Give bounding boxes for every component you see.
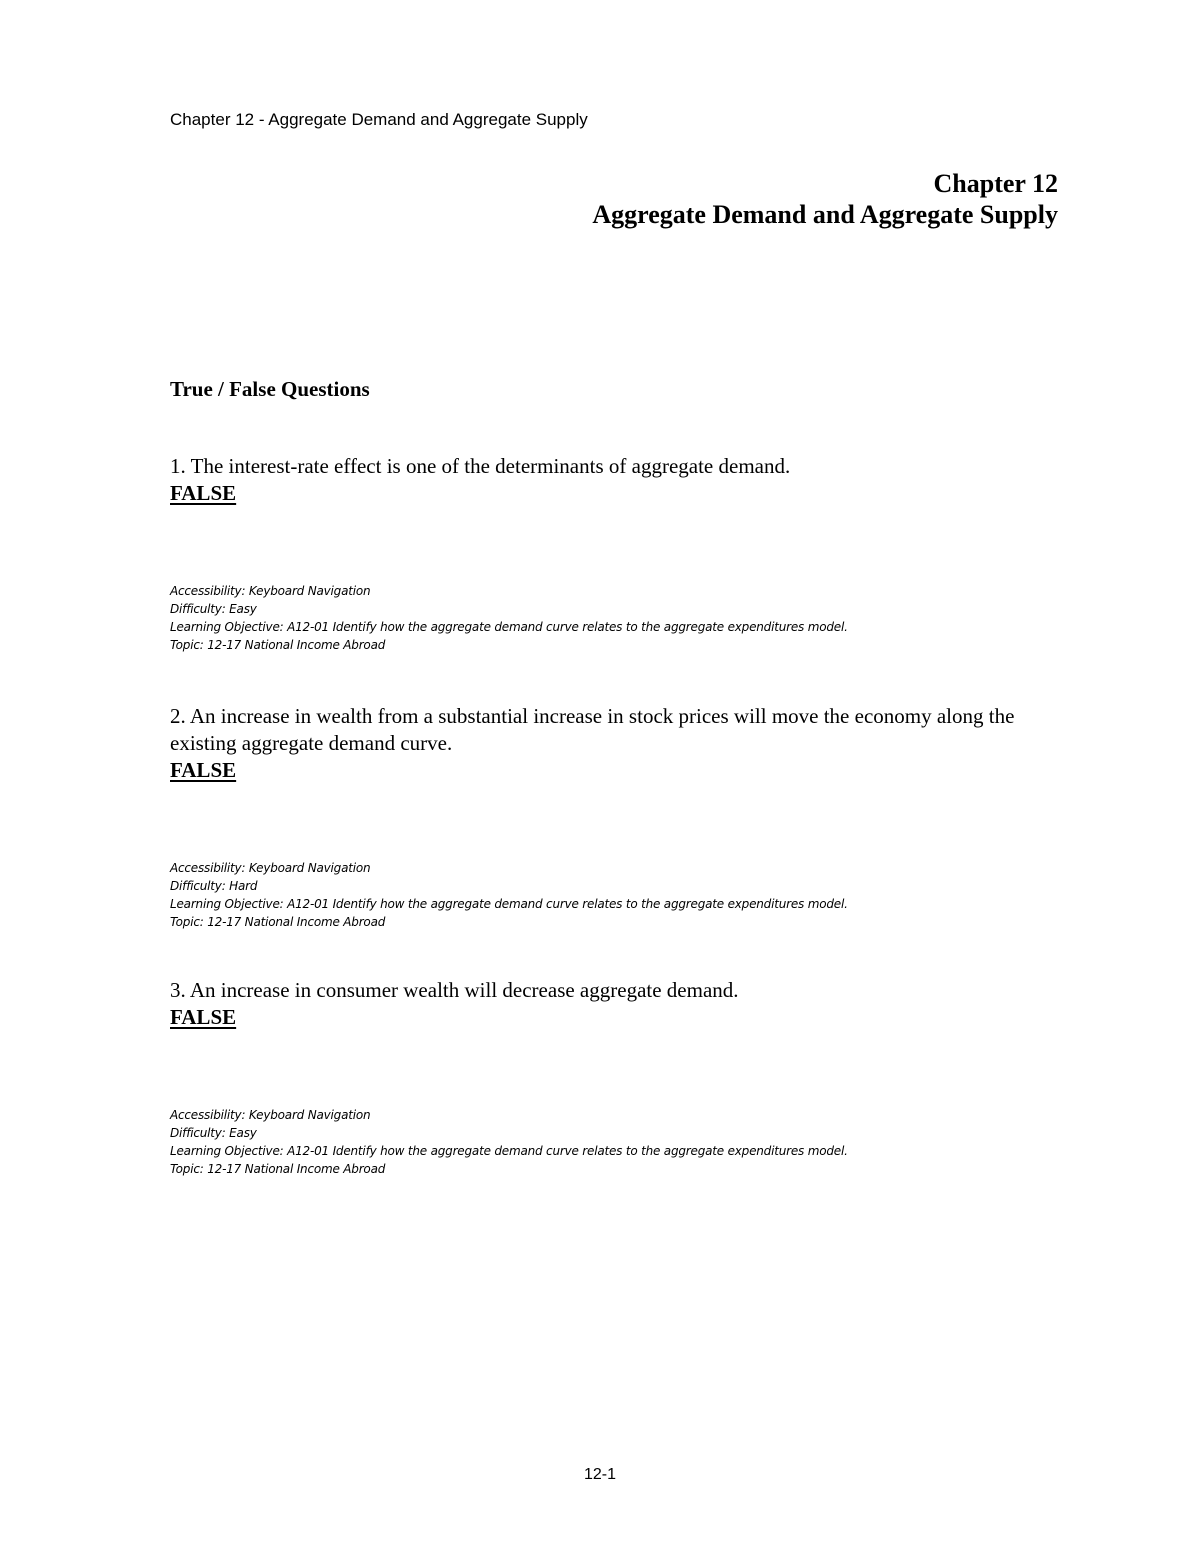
section-title: True / False Questions [170,377,370,401]
question-metadata [170,1106,1050,1178]
topic-tag: Topic: 12-17 National Income Abroad [170,1162,386,1176]
difficulty-tag: Difficulty: Easy [170,1126,257,1140]
page-number: 12-1 [583,1466,617,1483]
answer: FALSE [170,481,237,505]
answer: FALSE [170,758,237,782]
question-metadata [170,859,1050,931]
difficulty-tag: Difficulty: Easy [170,602,257,616]
question-text: 2. An increase in wealth from a substantial increase in stock prices will move the economy along the existing aggregate demand curve. [170,704,1015,755]
question-3 [170,977,1050,1178]
question-text: 3. An increase in consumer wealth will decrease aggregate demand. [170,978,739,1002]
learning-objective-tag: Learning Objective: A12-01 Identify how the aggregate demand curve relates to the aggregate expenditures model. [170,897,848,911]
learning-objective-tag: Learning Objective: A12-01 Identify how the aggregate demand curve relates to the aggregate expenditures model. [170,1144,848,1158]
learning-objective-tag: Learning Objective: A12-01 Identify how the aggregate demand curve relates to the aggregate expenditures model. [170,620,848,634]
accessibility-tag: Accessibility: Keyboard Navigation [170,1108,371,1122]
difficulty-tag: Difficulty: Hard [170,879,258,893]
question-text: 1. The interest-rate effect is one of the determinants of aggregate demand. [170,454,791,478]
topic-tag: Topic: 12-17 National Income Abroad [170,638,386,652]
topic-tag: Topic: 12-17 National Income Abroad [170,915,386,929]
question-metadata [170,582,1050,654]
accessibility-tag: Accessibility: Keyboard Navigation [170,861,371,875]
running-header: Chapter 12 - Aggregate Demand and Aggregate Supply [170,110,588,129]
question-2 [170,703,1050,931]
chapter-heading [592,168,1058,230]
chapter-title: Aggregate Demand and Aggregate Supply [592,200,1058,229]
answer: FALSE [170,1005,237,1029]
question-1 [170,453,1050,654]
chapter-number: Chapter 12 [933,169,1058,198]
accessibility-tag: Accessibility: Keyboard Navigation [170,584,371,598]
